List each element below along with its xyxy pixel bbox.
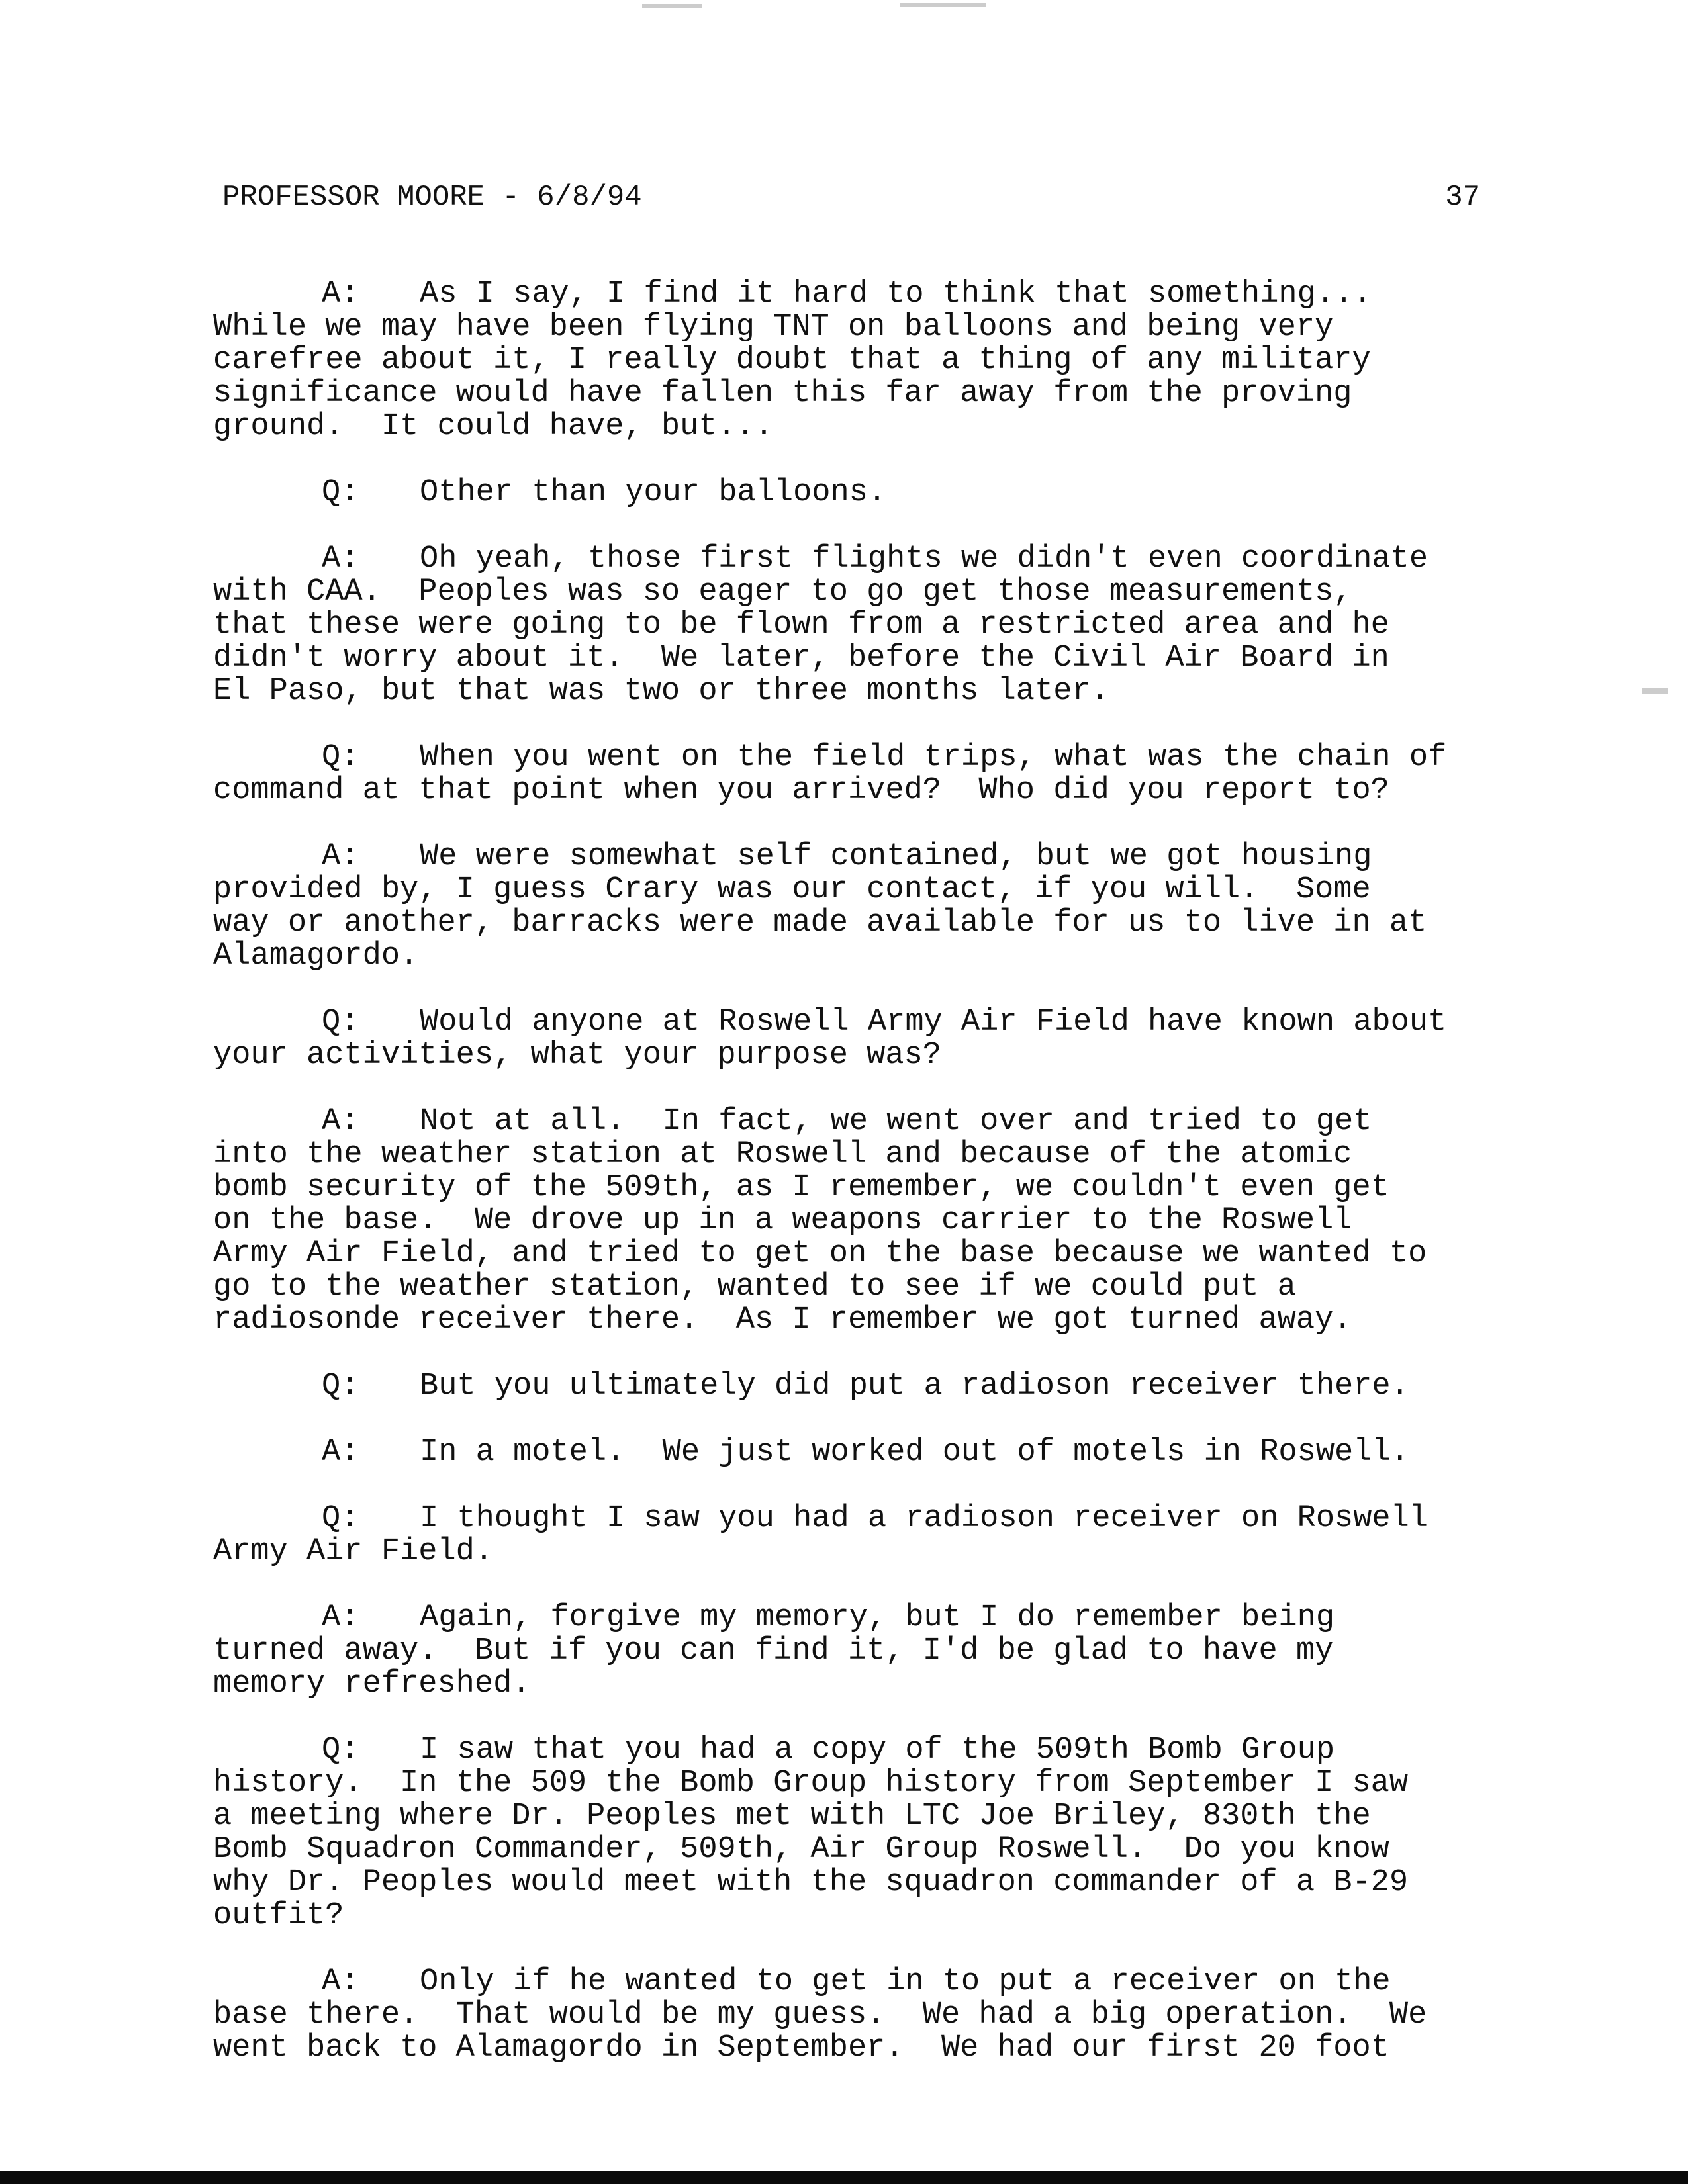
paragraph-line: I thought I saw you had a radioson receiver on Roswell — [420, 1501, 1429, 1536]
paragraph-line: In a motel. We just worked out of motels in Roswell. — [420, 1435, 1409, 1470]
paragraph-line: way or another, barracks were made available for us to live in at — [213, 905, 1427, 940]
paragraph-line: I saw that you had a copy of the 509th Bomb Group — [420, 1733, 1335, 1768]
paragraph-line: Not at all. In fact, we went over and tried to get — [420, 1104, 1372, 1139]
paragraph-line: outfit? — [213, 1898, 344, 1933]
transcript-paragraph — [213, 543, 1524, 708]
paragraph-line: bomb security of the 509th, as I remember, we couldn't even get — [213, 1170, 1389, 1205]
transcript-body — [213, 278, 1524, 2098]
paragraph-line: didn't worry about it. We later, before the Civil Air Board in — [213, 641, 1389, 676]
paragraph-line: radiosonde receiver there. As I remember we got turned away. — [213, 1302, 1352, 1338]
speaker-label: A: — [322, 839, 359, 874]
speaker-label: Q: — [322, 1369, 359, 1404]
transcript-paragraph — [213, 1966, 1524, 2065]
transcript-paragraph — [213, 477, 1524, 510]
transcript-paragraph — [213, 1502, 1524, 1569]
paragraph-line: ground. It could have, but... — [213, 409, 774, 444]
paragraph-line: Bomb Squadron Commander, 509th, Air Group Roswell. Do you know — [213, 1832, 1389, 1867]
paragraph-line: Again, forgive my memory, but I do remember being — [420, 1600, 1335, 1635]
paragraph-line: As I say, I find it hard to think that something... — [420, 277, 1372, 312]
transcript-paragraph — [213, 741, 1524, 807]
paragraph-line: a meeting where Dr. Peoples met with LTC Joe Briley, 830th the — [213, 1799, 1371, 1834]
speaker-label: Q: — [322, 475, 359, 510]
paragraph-line: command at that point when you arrived? Who did you report to? — [213, 773, 1389, 808]
transcript-paragraph — [213, 1370, 1524, 1403]
speaker-label: A: — [322, 277, 359, 312]
scan-mark — [900, 3, 986, 7]
speaker-label: A: — [322, 1964, 359, 1999]
speaker-label: A: — [322, 1600, 359, 1635]
transcript-paragraph — [213, 1436, 1524, 1469]
paragraph-line: with CAA. Peoples was so eager to go get those measurements, — [213, 574, 1352, 610]
paragraph-line: We were somewhat self contained, but we got housing — [420, 839, 1372, 874]
transcript-paragraph — [213, 1105, 1524, 1337]
paragraph-line: Army Air Field. — [213, 1534, 494, 1569]
paragraph-line: history. In the 509 the Bomb Group history from September I saw — [213, 1766, 1409, 1801]
paragraph-line: Other than your balloons. — [420, 475, 887, 510]
transcript-paragraph — [213, 1734, 1524, 1933]
transcript-paragraph — [213, 1602, 1524, 1701]
paragraph-line: why Dr. Peoples would meet with the squadron commander of a B-29 — [213, 1865, 1409, 1900]
paragraph-line: When you went on the field trips, what was the chain of — [420, 740, 1447, 775]
paragraph-line: on the base. We drove up in a weapons carrier to the Roswell — [213, 1203, 1352, 1238]
header-title: PROFESSOR MOORE - 6/8/94 — [222, 181, 642, 214]
page-number: 37 — [1445, 181, 1480, 214]
paragraph-line: But you ultimately did put a radioson receiver there. — [420, 1369, 1409, 1404]
paragraph-line: significance would have fallen this far away from the proving — [213, 376, 1352, 411]
paragraph-line: go to the weather station, wanted to see if we could put a — [213, 1269, 1296, 1304]
paragraph-line: turned away. But if you can find it, I'd be glad to have my — [213, 1633, 1334, 1668]
page-header — [222, 177, 1480, 217]
scan-mark — [642, 4, 702, 8]
speaker-label: Q: — [322, 1733, 359, 1768]
paragraph-line: Alamagordo. — [213, 938, 419, 974]
transcript-paragraph — [213, 278, 1524, 443]
transcript-paragraph — [213, 841, 1524, 973]
paragraph-line: went back to Alamagordo in September. We had our first 20 foot — [213, 2030, 1389, 2066]
speaker-label: Q: — [322, 1005, 359, 1040]
paragraph-line: carefree about it, I really doubt that a thing of any military — [213, 343, 1371, 378]
paragraph-line: Would anyone at Roswell Army Air Field have known about — [420, 1005, 1447, 1040]
paragraph-line: El Paso, but that was two or three months later. — [213, 674, 1109, 709]
paragraph-line: While we may have been flying TNT on balloons and being very — [213, 310, 1334, 345]
speaker-label: A: — [322, 541, 359, 576]
paragraph-line: Oh yeah, those first flights we didn't even coordinate — [420, 541, 1429, 576]
scan-mark — [1642, 688, 1668, 694]
speaker-label: A: — [322, 1435, 359, 1470]
transcript-paragraph — [213, 1006, 1524, 1072]
scan-edge-bar — [0, 2171, 1688, 2184]
paragraph-line: your activities, what your purpose was? — [213, 1038, 941, 1073]
paragraph-line: memory refreshed. — [213, 1666, 531, 1702]
speaker-label: Q: — [322, 740, 359, 775]
paragraph-line: into the weather station at Roswell and because of the atomic — [213, 1137, 1352, 1172]
paragraph-line: Only if he wanted to get in to put a receiver on the — [420, 1964, 1391, 1999]
speaker-label: A: — [322, 1104, 359, 1139]
paragraph-line: provided by, I guess Crary was our contact, if you will. Some — [213, 872, 1371, 907]
paragraph-line: base there. That would be my guess. We had a big operation. We — [213, 1997, 1427, 2032]
speaker-label: Q: — [322, 1501, 359, 1536]
paragraph-line: that these were going to be flown from a restricted area and he — [213, 608, 1389, 643]
paragraph-line: Army Air Field, and tried to get on the base because we wanted to — [213, 1236, 1427, 1271]
